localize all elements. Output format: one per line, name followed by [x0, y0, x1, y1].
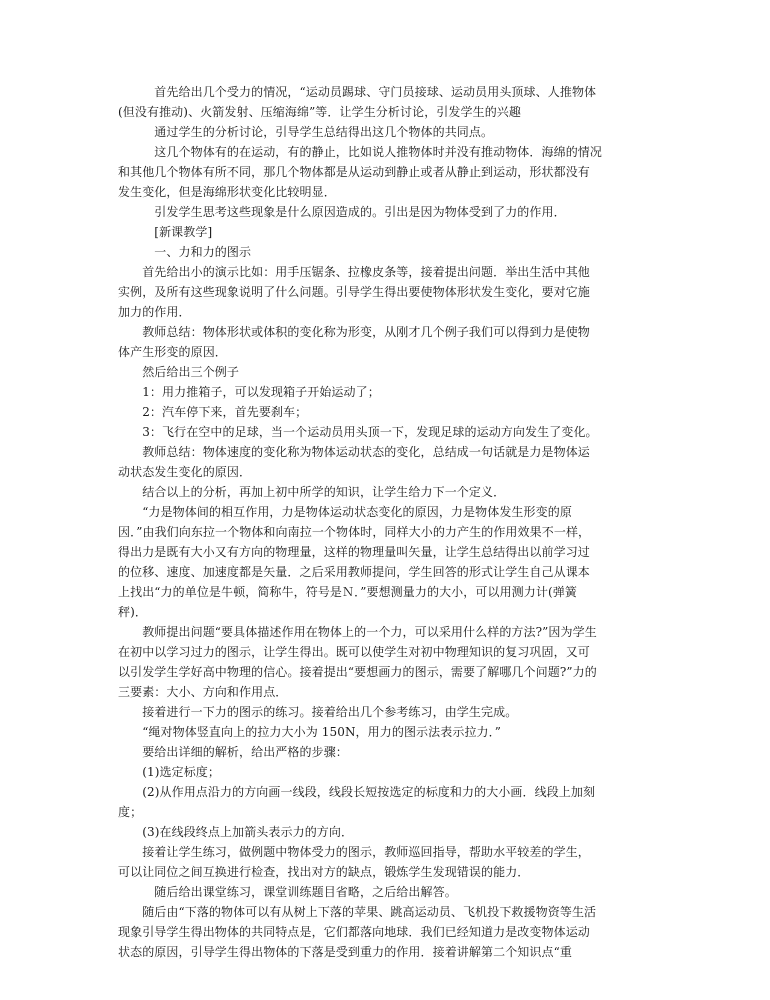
text-line: “力是物体间的相互作用，力是物体运动状态变化的原因，力是物体发生形变的原 [118, 505, 572, 519]
text-line: 的位移、速度、加速度都是矢量．之后采用教师提问，学生回答的形式让学生自己从课本 [118, 565, 590, 579]
list-item: 2：汽车停下来，首先要刹车； [118, 405, 308, 419]
text-line: 加力的作用． [118, 305, 191, 319]
text-line: 首先给出几个受力的情况，“运动员踢球、守门员接球、运动员用头顶球、人推物体 [118, 85, 597, 99]
text-line: 和其他几个物体有所不同，那几个物体都是从运动到静止或者从静止到运动，形状都没有 [118, 165, 590, 179]
text-line: 度； [118, 805, 143, 819]
text-line: 结合以上的分析，再加上初中所学的知识，让学生给力下一个定义． [118, 485, 506, 499]
text-line: 动状态发生变化的原因． [118, 465, 252, 479]
text-line: 三要素：大小、方向和作用点． [118, 685, 288, 699]
text-line: 发生变化，但是海绵形状变化比较明显． [118, 185, 336, 199]
list-item: (2)从作用点沿力的方向画一线段，线段长短按选定的标度和力的大小画．线段上加刻 [118, 785, 596, 799]
text-line: 引发学生思考这些现象是什么原因造成的。引出是因为物体受到了力的作用． [118, 205, 566, 219]
text-line: (但没有推动)、火箭发射、压缩海绵”等．让学生分析讨论，引发学生的兴趣 [118, 105, 522, 119]
text-line: 教师提出问题“要具体描述作用在物体上的一个力，可以采用什么样的方法?”因为学生 [118, 625, 597, 639]
list-item: (3)在线段终点上加箭头表示力的方向． [118, 825, 354, 839]
text-line: 体产生形变的原因． [118, 345, 227, 359]
text-line: 教师总结：物体形状或体积的变化称为形变，从刚才几个例子我们可以得到力是使物 [118, 325, 590, 339]
text-line: 现象引导学生得出物体的共同特点是，它们都落向地球．我们已经知道力是改变物体运动 [118, 925, 590, 939]
section-heading: 一、力和力的图示 [118, 245, 252, 259]
text-line: 可以让同位之间互换进行检查，找出对方的缺点，锻炼学生发现错误的能力． [118, 865, 530, 879]
text-line: “绳对物体竖直向上的拉力大小为 150N，用力的图示法表示拉力．” [118, 725, 501, 739]
text-line: 随后给出课堂练习，课堂训练题目省略，之后给出解答。 [118, 885, 457, 899]
text-line: 接着让学生练习，做例题中物体受力的图示，教师巡回指导，帮助水平较差的学生， [118, 845, 590, 859]
text-line: 接着进行一下力的图示的练习。接着给出几个参考练习，由学生完成。 [118, 705, 518, 719]
list-item: 1：用力推箱子，可以发现箱子开始运动了； [118, 385, 380, 399]
text-line: [新课教学] [118, 225, 213, 239]
text-line: 在初中以学习过力的图示，让学生得出。既可以使学生对初中物理知识的复习巩固，又可 [118, 645, 590, 659]
text-line: 实例，及所有这些现象说明了什么问题。引导学生得出要使物体形状发生变化，要对它施 [118, 285, 590, 299]
text-line: 状态的原因，引导学生得出物体的下落是受到重力的作用．接着讲解第二个知识点“重 [118, 945, 572, 959]
list-item: (1)选定标度； [118, 765, 220, 779]
text-line: 得出力是既有大小又有方向的物理量，这样的物理量叫矢量，让学生总结得出以前学习过 [118, 545, 590, 559]
text-line: 随后由“下落的物体可以有从树上下落的苹果、跳高运动员、飞机投下救援物资等生活 [118, 905, 597, 919]
list-item: 3：飞行在空中的足球，当一个运动员用头顶一下，发现足球的运动方向发生了变化。 [118, 425, 598, 439]
text-line: 首先给出小的演示比如：用手压锯条、拉橡皮条等，接着提出问题．举出生活中其他 [118, 265, 590, 279]
text-line: 秤)． [118, 605, 147, 619]
text-line: 以引发学生学好高中物理的信心。接着提出“要想画力的图示，需要了解哪几个问题?”力的 [118, 665, 597, 679]
text-line: 然后给出三个例子 [118, 365, 240, 379]
text-line: 通过学生的分析讨论，引导学生总结得出这几个物体的共同点。 [118, 125, 494, 139]
text-line: 这几个物体有的在运动，有的静止，比如说人推物体时并没有推动物体．海绵的情况 [118, 145, 603, 159]
text-line: 要给出详细的解析，给出严格的步骤： [118, 745, 348, 759]
text-line: 上找出“力的单位是牛顿，简称牛，符号是Ｎ．”要想测量力的大小，可以用测力计(弹簧 [118, 585, 577, 599]
text-line: 因．”由我们向东拉一个物体和向南拉一个物体时，同样大小的力产生的作用效果不一样， [118, 525, 591, 539]
text-line: 教师总结：物体速度的变化称为物体运动状态的变化，总结成一句话就是力是物体运 [118, 445, 590, 459]
